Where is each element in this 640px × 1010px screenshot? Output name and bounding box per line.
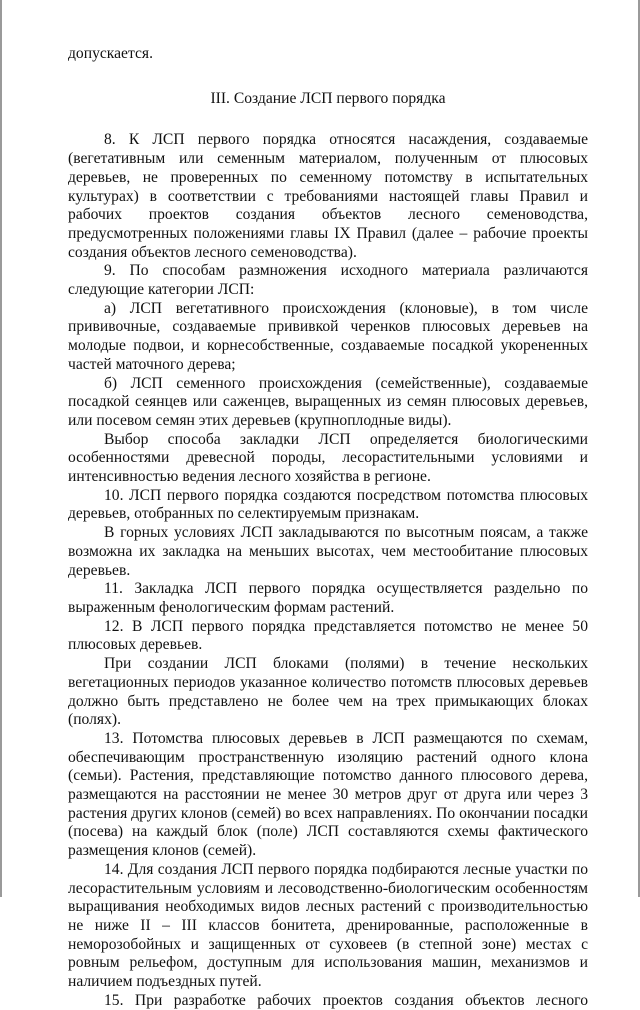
paragraph-14: 14. Для создания ЛСП первого порядка подбираются лесные участки по лесорастительным условиям и лесоводственно-биологическим особенностям выращивания необходимых видов лесных растений с производительностью не ниже II – III классов бонитета, дренированные, расположенные в неморозобойных и защищенных от суховеев (в степной зоне) местах с ровным рельефом, доступным для использования машин, механизмов и наличием подъездных путей. [68, 860, 588, 991]
paragraph-15: 15. При разработке рабочих проектов создания объектов лесного [104, 991, 588, 1009]
paragraph-12-blocks: При создании ЛСП блоками (полями) в течение нескольких вегетационных периодов указанное количество потомств плюсовых деревьев должно быть представлено не более чем на трех примыкающих блоках (полях). [68, 655, 588, 729]
document-body [68, 45, 588, 1010]
paragraph-13: 13. Потомства плюсовых деревьев в ЛСП размещаются по схемам, обеспечивающим пространственную изоляцию растений одного клона (семьи). Растения, представляющие потомство данного плюсового дерева, размещаются на расстоянии не менее 30 метров друг от друга или через 3 растения других клонов (семей) во всех направлениях. По окончании посадки (посева) на каждый блок (поле) ЛСП составляются схемы фактического размещения клонов (семей). [68, 729, 588, 860]
continuation-line: допускается. [68, 45, 153, 62]
paragraph-10: 10. ЛСП первого порядка создаются посредством потомства плюсовых деревьев, отобранных по селектируемым признакам. [68, 486, 588, 523]
paragraph-10-mountain: В горных условиях ЛСП закладываются по высотным поясам, а также возможна их закладка на меньших высотах, чем местообитание плюсовых деревьев. [68, 524, 588, 579]
scan-edge-left [0, 0, 2, 897]
paragraph-12: 12. В ЛСП первого порядка представляется потомство не менее 50 плюсовых деревьев. [68, 617, 588, 654]
paragraph-9a: а) ЛСП вегетативного происхождения (клоновые), в том числе прививочные, создаваемые прививкой черенков плюсовых деревьев на молодые подвои, и корнесобственные, создаваемые посадкой укорененных частей маточного дерева; [68, 299, 588, 373]
section-heading: III. Создание ЛСП первого порядка [210, 89, 446, 107]
paragraph-8: 8. К ЛСП первого порядка относятся насаждения, создаваемые (вегетативным или семенным материалом, полученным от плюсовых деревьев, не проверенных по семенному потомству в испытательных культурах) в соответствии с требованиями настоящей главы Правил и рабочих проектов создания объектов лесного семеноводства, предусмотренных положениями главы IX Правил (далее – рабочие проекты создания объектов лесного семеноводства). [68, 131, 588, 261]
paragraph-9b: б) ЛСП семенного происхождения (семейственные), создаваемые посадкой сеянцев или саженцев, выращенных из семян плюсовых деревьев, или посевом семян этих деревьев (крупноплодные виды). [68, 374, 588, 429]
paragraph-9: 9. По способам размножения исходного материала различаются следующие категории ЛСП: [68, 262, 588, 299]
paragraph-11: 11. Закладка ЛСП первого порядка осуществляется раздельно по выраженным фенологическим формам растений. [68, 580, 588, 616]
paragraph-9-choice: Выбор способа закладки ЛСП определяется биологическими особенностями древесной породы, лесорастительными условиями и интенсивностью ведения лесного хозяйства в регионе. [68, 430, 588, 486]
